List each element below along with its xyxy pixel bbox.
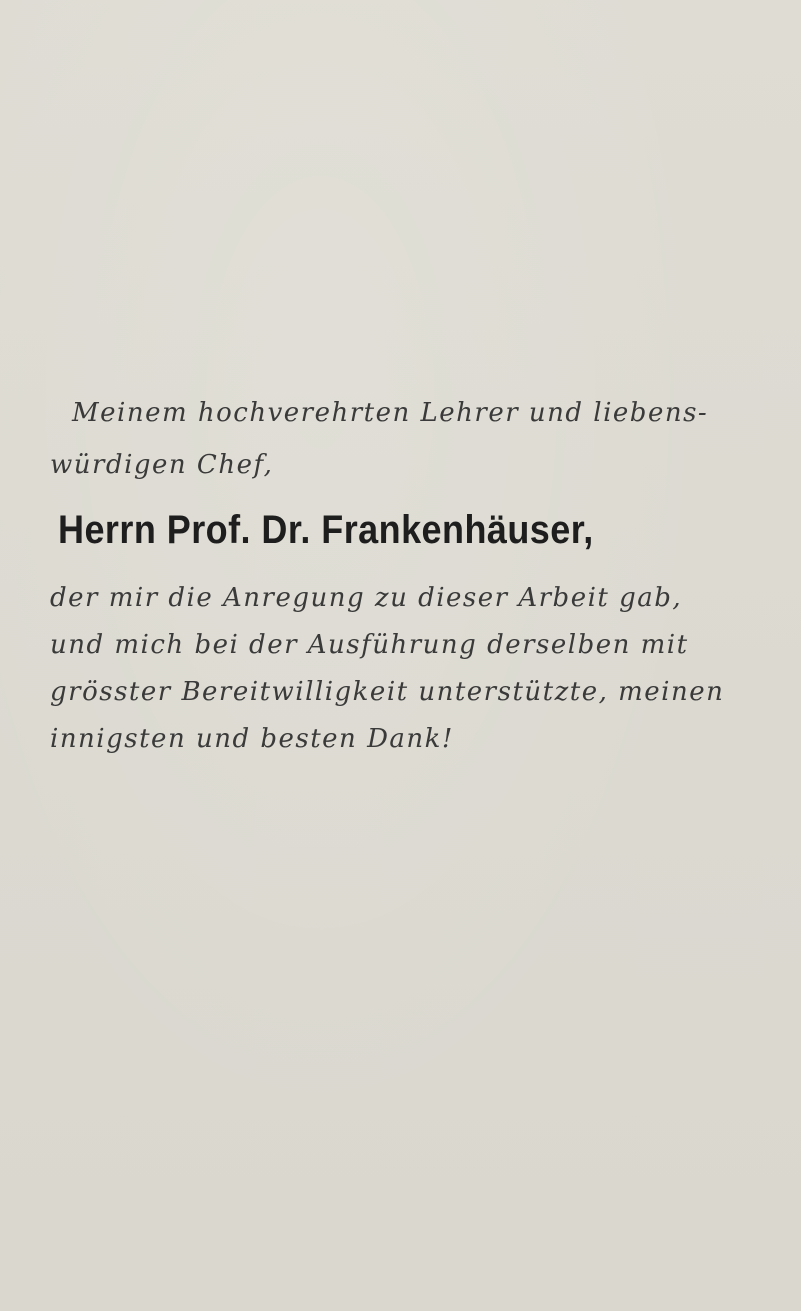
dedicatee-name: Herrn Prof. Dr. Frankenhäuser, <box>58 508 594 552</box>
dedication-line-1: Meinem hochverehrten Lehrer und liebens- <box>72 398 709 428</box>
dedication-line-7: innigsten und besten Dank! <box>50 724 454 754</box>
dedication-line-2: würdigen Chef, <box>50 450 274 480</box>
dedication-line-4: der mir die Anregung zu dieser Arbeit gab, <box>50 583 683 613</box>
dedication-line-6: grösster Bereitwilligkeit unterstützte, meinen <box>50 677 725 707</box>
dedication-line-5: und mich bei der Ausführung derselben mit <box>50 630 689 660</box>
